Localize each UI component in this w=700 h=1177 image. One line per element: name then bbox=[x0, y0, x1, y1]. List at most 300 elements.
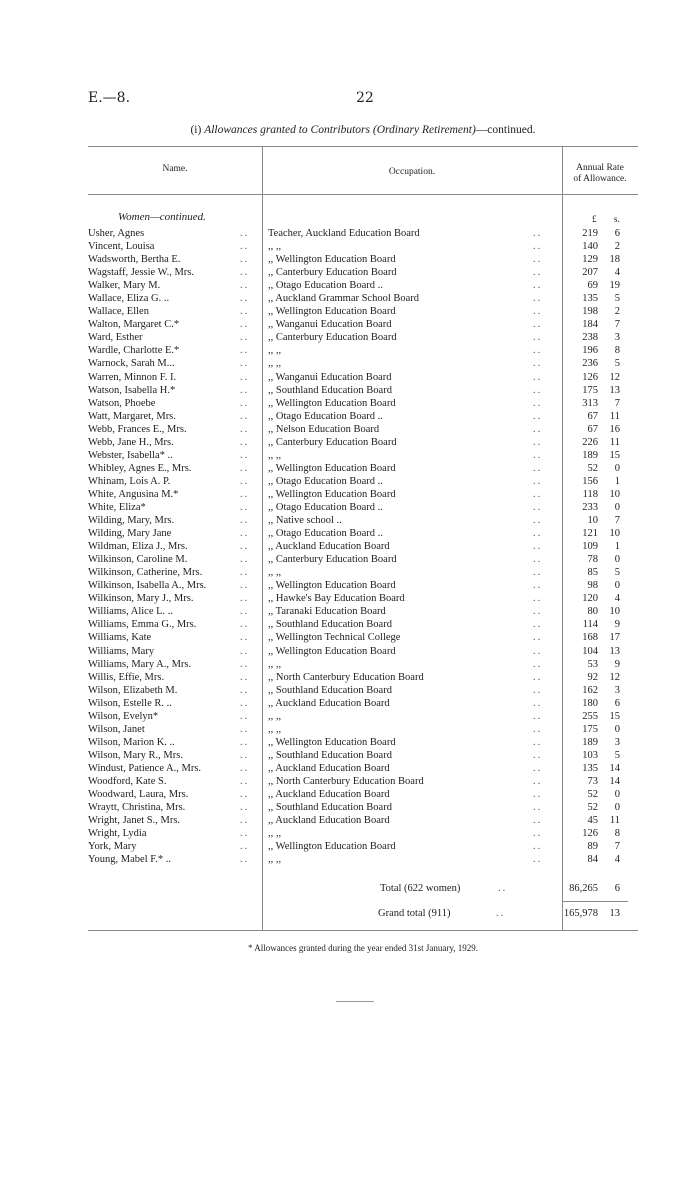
table-row bbox=[88, 410, 628, 423]
row-shillings: 0 bbox=[614, 554, 620, 566]
table-row bbox=[88, 253, 628, 266]
row-leader-dots: .. bbox=[533, 802, 543, 814]
row-pounds: 207 bbox=[582, 267, 598, 279]
row-occupation: ,, Otago Education Board .. bbox=[268, 280, 383, 292]
row-leader-dots: .. bbox=[240, 841, 250, 853]
row-pounds: 198 bbox=[582, 306, 598, 318]
row-pounds: 184 bbox=[582, 319, 598, 331]
row-leader-dots: .. bbox=[533, 645, 543, 657]
row-occupation: ,, ,, bbox=[268, 567, 282, 579]
row-leader-dots: .. bbox=[240, 658, 250, 670]
grand-total-row bbox=[88, 908, 628, 922]
row-shillings: 10 bbox=[609, 606, 620, 618]
row-pounds: 69 bbox=[587, 280, 598, 292]
row-leader-dots: .. bbox=[533, 854, 543, 866]
row-leader-dots: .. bbox=[240, 501, 250, 513]
row-leader-dots: .. bbox=[240, 645, 250, 657]
table-row bbox=[88, 566, 628, 579]
row-shillings: 8 bbox=[614, 828, 620, 840]
row-leader-dots: .. bbox=[533, 841, 543, 853]
row-name: Walton, Margaret C.* bbox=[88, 319, 180, 331]
row-name: Wilson, Estelle R. .. bbox=[88, 697, 172, 709]
row-shillings: 0 bbox=[614, 723, 620, 735]
allowance-table bbox=[88, 227, 628, 866]
table-row bbox=[88, 357, 628, 370]
row-leader-dots: .. bbox=[533, 515, 543, 527]
row-name: Williams, Mary bbox=[88, 645, 155, 657]
table-row bbox=[88, 658, 628, 671]
row-leader-dots: .. bbox=[240, 815, 250, 827]
grand-total-dots: .. bbox=[496, 908, 506, 919]
row-name: Watson, Phoebe bbox=[88, 397, 156, 409]
row-pounds: 175 bbox=[582, 723, 598, 735]
row-leader-dots: .. bbox=[533, 697, 543, 709]
row-name: Woodward, Laura, Mrs. bbox=[88, 789, 189, 801]
row-shillings: 12 bbox=[609, 371, 620, 383]
row-pounds: 84 bbox=[587, 854, 598, 866]
row-leader-dots: .. bbox=[240, 749, 250, 761]
row-pounds: 135 bbox=[582, 762, 598, 774]
row-leader-dots: .. bbox=[533, 280, 543, 292]
row-pounds: 168 bbox=[582, 632, 598, 644]
row-pounds: 189 bbox=[582, 736, 598, 748]
row-name: Wright, Lydia bbox=[88, 828, 147, 840]
row-shillings: 13 bbox=[609, 384, 620, 396]
table-row bbox=[88, 344, 628, 357]
row-pounds: 80 bbox=[587, 606, 598, 618]
row-occupation: ,, Auckland Education Board bbox=[268, 815, 390, 827]
row-leader-dots: .. bbox=[240, 554, 250, 566]
row-shillings: 12 bbox=[609, 671, 620, 683]
row-name: Webb, Frances E., Mrs. bbox=[88, 423, 187, 435]
row-pounds: 73 bbox=[587, 775, 598, 787]
row-shillings: 13 bbox=[609, 645, 620, 657]
row-occupation: ,, ,, bbox=[268, 345, 282, 357]
row-name: Wilkinson, Caroline M. bbox=[88, 554, 188, 566]
row-pounds: 118 bbox=[582, 488, 598, 500]
row-name: Ward, Esther bbox=[88, 332, 143, 344]
row-pounds: 180 bbox=[582, 697, 598, 709]
row-leader-dots: .. bbox=[533, 293, 543, 305]
row-leader-dots: .. bbox=[240, 449, 250, 461]
row-shillings: 0 bbox=[614, 580, 620, 592]
row-leader-dots: .. bbox=[240, 762, 250, 774]
table-row bbox=[88, 814, 628, 827]
row-occupation: ,, ,, bbox=[268, 658, 282, 670]
row-leader-dots: .. bbox=[240, 436, 250, 448]
row-leader-dots: .. bbox=[240, 710, 250, 722]
row-pounds: 53 bbox=[587, 658, 598, 670]
row-pounds: 67 bbox=[587, 423, 598, 435]
row-shillings: 3 bbox=[614, 684, 620, 696]
row-name: Wilson, Janet bbox=[88, 723, 145, 735]
row-pounds: 103 bbox=[582, 749, 598, 761]
row-shillings: 6 bbox=[614, 697, 620, 709]
row-shillings: 15 bbox=[609, 449, 620, 461]
column-header-name: Name. bbox=[162, 164, 188, 174]
unit-shillings: s. bbox=[614, 214, 620, 224]
row-occupation: ,, Southland Education Board bbox=[268, 802, 392, 814]
row-shillings: 2 bbox=[614, 306, 620, 318]
column-header-rate-line2: of Allowance. bbox=[573, 174, 627, 184]
row-pounds: 121 bbox=[582, 528, 598, 540]
row-shillings: 10 bbox=[609, 528, 620, 540]
row-leader-dots: .. bbox=[533, 423, 543, 435]
row-pounds: 10 bbox=[587, 515, 598, 527]
row-leader-dots: .. bbox=[533, 723, 543, 735]
row-shillings: 9 bbox=[614, 619, 620, 631]
row-shillings: 11 bbox=[609, 815, 620, 827]
row-occupation: ,, Native school .. bbox=[268, 515, 342, 527]
row-pounds: 126 bbox=[582, 828, 598, 840]
row-leader-dots: .. bbox=[240, 462, 250, 474]
row-name: Young, Mabel F.* .. bbox=[88, 854, 171, 866]
row-pounds: 104 bbox=[582, 645, 598, 657]
table-row bbox=[88, 292, 628, 305]
row-name: Wilson, Elizabeth M. bbox=[88, 684, 178, 696]
row-name: Webster, Isabella* .. bbox=[88, 449, 173, 461]
row-name: Walker, Mary M. bbox=[88, 280, 161, 292]
row-pounds: 52 bbox=[587, 462, 598, 474]
table-row bbox=[88, 540, 628, 553]
row-shillings: 4 bbox=[614, 854, 620, 866]
row-occupation: ,, Wellington Education Board bbox=[268, 580, 396, 592]
row-leader-dots: .. bbox=[533, 267, 543, 279]
row-name: Wright, Janet S., Mrs. bbox=[88, 815, 181, 827]
row-leader-dots: .. bbox=[240, 241, 250, 253]
row-leader-dots: .. bbox=[533, 736, 543, 748]
row-shillings: 5 bbox=[614, 358, 620, 370]
row-pounds: 238 bbox=[582, 332, 598, 344]
row-shillings: 9 bbox=[614, 658, 620, 670]
column-header-occupation: Occupation. bbox=[388, 167, 436, 177]
row-name: Woodford, Kate S. bbox=[88, 775, 167, 787]
row-occupation: ,, Wellington Education Board bbox=[268, 462, 396, 474]
row-name: Wallace, Eliza G. .. bbox=[88, 293, 170, 305]
row-leader-dots: .. bbox=[533, 789, 543, 801]
row-leader-dots: .. bbox=[533, 775, 543, 787]
row-leader-dots: .. bbox=[240, 697, 250, 709]
end-mark-rule bbox=[336, 1001, 374, 1002]
table-row bbox=[88, 788, 628, 801]
row-shillings: 14 bbox=[609, 775, 620, 787]
row-leader-dots: .. bbox=[533, 749, 543, 761]
unit-pounds: £ bbox=[592, 214, 597, 224]
table-row bbox=[88, 749, 628, 762]
row-name: Wallace, Ellen bbox=[88, 306, 149, 318]
row-leader-dots: .. bbox=[533, 632, 543, 644]
table-row bbox=[88, 671, 628, 684]
row-name: Wilson, Marion K. .. bbox=[88, 736, 175, 748]
row-occupation: ,, Southland Education Board bbox=[268, 384, 392, 396]
row-name: Williams, Emma G., Mrs. bbox=[88, 619, 197, 631]
row-leader-dots: .. bbox=[533, 606, 543, 618]
row-occupation: ,, Otago Education Board .. bbox=[268, 501, 383, 513]
row-pounds: 98 bbox=[587, 580, 598, 592]
row-occupation: ,, Southland Education Board bbox=[268, 619, 392, 631]
row-leader-dots: .. bbox=[240, 593, 250, 605]
row-shillings: 14 bbox=[609, 762, 620, 774]
row-leader-dots: .. bbox=[240, 541, 250, 553]
table-row bbox=[88, 618, 628, 631]
row-leader-dots: .. bbox=[240, 384, 250, 396]
row-pounds: 120 bbox=[582, 593, 598, 605]
row-pounds: 156 bbox=[582, 475, 598, 487]
row-leader-dots: .. bbox=[240, 293, 250, 305]
row-occupation: ,, Otago Education Board .. bbox=[268, 475, 383, 487]
row-name: Wilkinson, Catherine, Mrs. bbox=[88, 567, 203, 579]
row-occupation: ,, Auckland Education Board bbox=[268, 789, 390, 801]
table-row bbox=[88, 710, 628, 723]
row-occupation: ,, North Canterbury Education Board bbox=[268, 671, 424, 683]
row-leader-dots: .. bbox=[533, 449, 543, 461]
row-leader-dots: .. bbox=[240, 723, 250, 735]
table-row bbox=[88, 462, 628, 475]
row-leader-dots: .. bbox=[240, 371, 250, 383]
row-occupation: ,, Auckland Grammar School Board bbox=[268, 293, 420, 305]
table-row bbox=[88, 853, 628, 866]
table-row bbox=[88, 579, 628, 592]
row-leader-dots: .. bbox=[533, 332, 543, 344]
row-name: Windust, Patience A., Mrs. bbox=[88, 762, 202, 774]
row-shillings: 5 bbox=[614, 749, 620, 761]
row-pounds: 109 bbox=[582, 541, 598, 553]
row-name: Webb, Jane H., Mrs. bbox=[88, 436, 174, 448]
row-name: Wilkinson, Isabella A., Mrs. bbox=[88, 580, 207, 592]
row-shillings: 4 bbox=[614, 593, 620, 605]
row-name: Wilding, Mary Jane bbox=[88, 528, 172, 540]
row-occupation: ,, Canterbury Education Board bbox=[268, 554, 397, 566]
row-shillings: 10 bbox=[609, 488, 620, 500]
header-bottom-rule bbox=[88, 194, 638, 195]
row-occupation: ,, Wellington Education Board bbox=[268, 397, 396, 409]
row-occupation: ,, ,, bbox=[268, 828, 282, 840]
row-shillings: 3 bbox=[614, 736, 620, 748]
row-leader-dots: .. bbox=[240, 345, 250, 357]
row-leader-dots: .. bbox=[533, 228, 543, 239]
row-shillings: 2 bbox=[614, 241, 620, 253]
column-header-rate-line1: Annual Rate bbox=[576, 163, 624, 173]
row-name: Williams, Alice L. .. bbox=[88, 606, 174, 618]
row-leader-dots: .. bbox=[533, 241, 543, 253]
table-row bbox=[88, 592, 628, 605]
table-row bbox=[88, 527, 628, 540]
row-leader-dots: .. bbox=[240, 580, 250, 592]
row-pounds: 45 bbox=[587, 815, 598, 827]
row-name: Williams, Kate bbox=[88, 632, 152, 644]
row-name: Wagstaff, Jessie W., Mrs. bbox=[88, 267, 194, 279]
row-name: Whinam, Lois A. P. bbox=[88, 475, 171, 487]
row-occupation: ,, Canterbury Education Board bbox=[268, 436, 397, 448]
row-name: Warnock, Sarah M... bbox=[88, 358, 175, 370]
row-occupation: ,, ,, bbox=[268, 241, 282, 253]
table-row bbox=[88, 266, 628, 279]
row-leader-dots: .. bbox=[240, 854, 250, 866]
row-pounds: 129 bbox=[582, 254, 598, 266]
row-occupation: ,, Taranaki Education Board bbox=[268, 606, 386, 618]
row-occupation: ,, Southland Education Board bbox=[268, 749, 392, 761]
row-shillings: 7 bbox=[614, 515, 620, 527]
table-row bbox=[88, 227, 628, 240]
row-leader-dots: .. bbox=[240, 671, 250, 683]
row-leader-dots: .. bbox=[533, 397, 543, 409]
row-leader-dots: .. bbox=[533, 475, 543, 487]
row-shillings: 0 bbox=[614, 462, 620, 474]
table-row bbox=[88, 240, 628, 253]
row-name: Watson, Isabella H.* bbox=[88, 384, 176, 396]
row-leader-dots: .. bbox=[240, 736, 250, 748]
row-leader-dots: .. bbox=[533, 319, 543, 331]
row-pounds: 219 bbox=[582, 228, 598, 239]
row-pounds: 196 bbox=[582, 345, 598, 357]
row-name: Warren, Minnon F. I. bbox=[88, 371, 177, 383]
row-name: Watt, Margaret, Mrs. bbox=[88, 410, 176, 422]
table-row bbox=[88, 801, 628, 814]
row-pounds: 67 bbox=[587, 410, 598, 422]
row-shillings: 0 bbox=[614, 501, 620, 513]
caption-suffix: —continued. bbox=[475, 124, 536, 136]
row-leader-dots: .. bbox=[533, 358, 543, 370]
table-row bbox=[88, 397, 628, 410]
row-shillings: 4 bbox=[614, 267, 620, 279]
row-occupation: ,, Wellington Education Board bbox=[268, 736, 396, 748]
grand-total-label: Grand total (911) bbox=[378, 908, 451, 919]
row-name: Wilson, Mary R., Mrs. bbox=[88, 749, 183, 761]
row-shillings: 17 bbox=[609, 632, 620, 644]
row-leader-dots: .. bbox=[533, 436, 543, 448]
row-leader-dots: .. bbox=[533, 671, 543, 683]
row-occupation: ,, Wellington Education Board bbox=[268, 306, 396, 318]
row-leader-dots: .. bbox=[240, 254, 250, 266]
table-row bbox=[88, 436, 628, 449]
row-pounds: 236 bbox=[582, 358, 598, 370]
row-leader-dots: .. bbox=[240, 332, 250, 344]
table-row bbox=[88, 775, 628, 788]
row-shillings: 0 bbox=[614, 789, 620, 801]
row-name: Wilson, Evelyn* bbox=[88, 710, 159, 722]
row-shillings: 0 bbox=[614, 802, 620, 814]
row-leader-dots: .. bbox=[533, 580, 543, 592]
row-shillings: 15 bbox=[609, 710, 620, 722]
row-leader-dots: .. bbox=[533, 684, 543, 696]
row-leader-dots: .. bbox=[240, 775, 250, 787]
table-row bbox=[88, 827, 628, 840]
row-leader-dots: .. bbox=[240, 488, 250, 500]
row-leader-dots: .. bbox=[533, 554, 543, 566]
table-row bbox=[88, 449, 628, 462]
row-shillings: 1 bbox=[614, 475, 620, 487]
row-name: White, Eliza* bbox=[88, 501, 146, 513]
row-shillings: 11 bbox=[609, 436, 620, 448]
page-header bbox=[88, 90, 608, 112]
row-pounds: 140 bbox=[582, 241, 598, 253]
table-caption bbox=[88, 124, 638, 136]
row-leader-dots: .. bbox=[533, 410, 543, 422]
total-separator-rule bbox=[562, 901, 628, 902]
row-leader-dots: .. bbox=[533, 462, 543, 474]
row-leader-dots: .. bbox=[533, 488, 543, 500]
row-pounds: 126 bbox=[582, 371, 598, 383]
row-leader-dots: .. bbox=[240, 632, 250, 644]
row-shillings: 18 bbox=[609, 254, 620, 266]
table-row bbox=[88, 631, 628, 644]
total-women-shillings: 6 bbox=[614, 883, 620, 894]
row-name: White, Angusina M.* bbox=[88, 488, 179, 500]
row-name: Wildman, Eliza J., Mrs. bbox=[88, 541, 188, 553]
row-name: Willis, Effie, Mrs. bbox=[88, 671, 165, 683]
row-pounds: 78 bbox=[587, 554, 598, 566]
table-row bbox=[88, 384, 628, 397]
row-occupation: ,, Auckland Education Board bbox=[268, 697, 390, 709]
row-pounds: 92 bbox=[587, 671, 598, 683]
row-leader-dots: .. bbox=[240, 358, 250, 370]
document-code: E.—8. bbox=[88, 90, 131, 106]
row-leader-dots: .. bbox=[240, 306, 250, 318]
row-leader-dots: .. bbox=[533, 306, 543, 318]
row-leader-dots: .. bbox=[533, 593, 543, 605]
row-occupation: ,, Canterbury Education Board bbox=[268, 267, 397, 279]
grand-total-pounds: 165,978 bbox=[563, 908, 598, 919]
caption-prefix: (i) bbox=[190, 124, 205, 136]
row-shillings: 7 bbox=[614, 319, 620, 331]
row-shillings: 1 bbox=[614, 541, 620, 553]
row-leader-dots: .. bbox=[533, 384, 543, 396]
row-shillings: 16 bbox=[609, 423, 620, 435]
table-row bbox=[88, 475, 628, 488]
row-occupation: ,, ,, bbox=[268, 710, 282, 722]
table-row bbox=[88, 279, 628, 292]
row-leader-dots: .. bbox=[240, 228, 250, 239]
row-occupation: ,, Wellington Education Board bbox=[268, 645, 396, 657]
row-shillings: 5 bbox=[614, 567, 620, 579]
row-leader-dots: .. bbox=[240, 528, 250, 540]
table-row bbox=[88, 318, 628, 331]
row-name: Wardle, Charlotte E.* bbox=[88, 345, 180, 357]
row-pounds: 255 bbox=[582, 710, 598, 722]
row-leader-dots: .. bbox=[240, 397, 250, 409]
row-pounds: 175 bbox=[582, 384, 598, 396]
row-name: Williams, Mary A., Mrs. bbox=[88, 658, 192, 670]
table-row bbox=[88, 605, 628, 618]
row-name: York, Mary bbox=[88, 841, 137, 853]
table-row bbox=[88, 645, 628, 658]
row-name: Wraytt, Christina, Mrs. bbox=[88, 802, 186, 814]
row-pounds: 226 bbox=[582, 436, 598, 448]
row-occupation: ,, Canterbury Education Board bbox=[268, 332, 397, 344]
row-occupation: ,, Nelson Education Board bbox=[268, 423, 380, 435]
row-leader-dots: .. bbox=[240, 567, 250, 579]
row-shillings: 6 bbox=[614, 228, 620, 239]
row-leader-dots: .. bbox=[240, 280, 250, 292]
row-occupation: ,, ,, bbox=[268, 723, 282, 735]
row-occupation: ,, ,, bbox=[268, 358, 282, 370]
row-leader-dots: .. bbox=[533, 567, 543, 579]
row-occupation: ,, Wanganui Education Board bbox=[268, 371, 392, 383]
row-name: Whibley, Agnes E., Mrs. bbox=[88, 462, 192, 474]
row-leader-dots: .. bbox=[240, 267, 250, 279]
section-label: Women—continued. bbox=[118, 211, 206, 223]
row-occupation: ,, Otago Education Board .. bbox=[268, 528, 383, 540]
row-leader-dots: .. bbox=[240, 319, 250, 331]
row-leader-dots: .. bbox=[533, 658, 543, 670]
row-pounds: 52 bbox=[587, 789, 598, 801]
row-leader-dots: .. bbox=[533, 828, 543, 840]
table-row bbox=[88, 488, 628, 501]
total-women-pounds: 86,265 bbox=[569, 883, 598, 894]
row-leader-dots: .. bbox=[533, 345, 543, 357]
table-row bbox=[88, 762, 628, 775]
row-leader-dots: .. bbox=[240, 802, 250, 814]
